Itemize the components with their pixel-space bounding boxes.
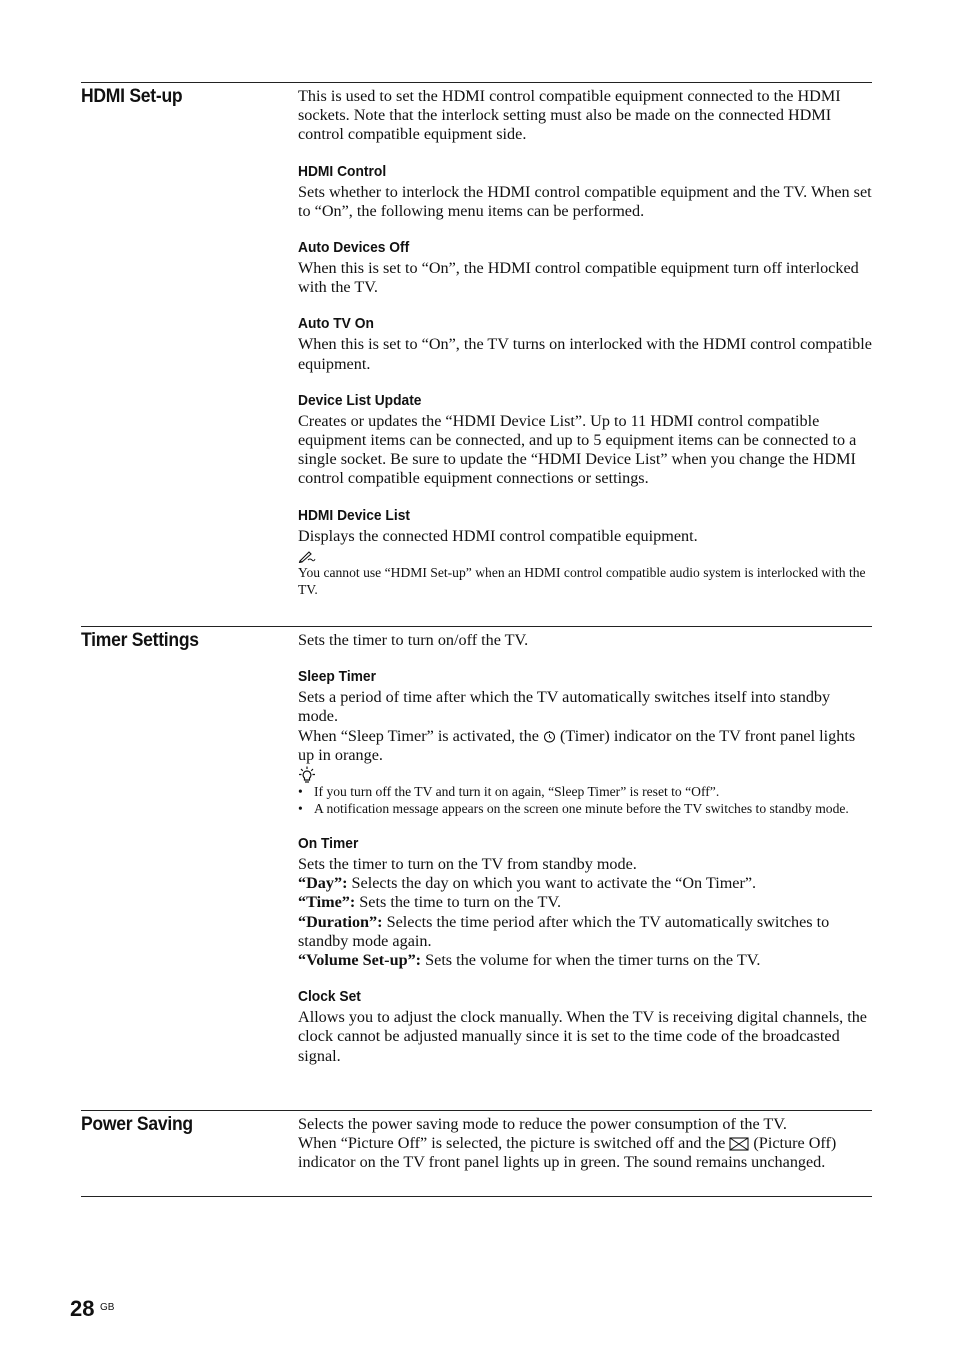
- item-text: Creates or updates the “HDMI Device List”. Up to 11 HDMI control compatible equipment items can be connected, and up to 5 equipment items can be connected to a single socket. Be sure to update the “HDMI Device List” when you change the HDMI control compatible equipment connections or settings.: [298, 411, 857, 488]
- item-heading: Auto TV On: [298, 315, 374, 333]
- hdmi-setup-section: [81, 82, 872, 597]
- option-volume-setup: “Volume Set-up”: Sets the volume for when the timer turns on the TV.: [298, 951, 761, 970]
- item-text: Displays the connected HDMI control compatible equipment.: [298, 526, 698, 545]
- page-language-code: GB: [100, 1302, 115, 1313]
- item-heading: Device List Update: [298, 391, 422, 409]
- picture-off-icon: [729, 1134, 749, 1152]
- section-body: [298, 631, 872, 1066]
- item-heading: HDMI Control: [298, 162, 387, 180]
- timer-icon: [543, 727, 556, 745]
- list-item: • If you turn off the TV and turn it on again, “Sleep Timer” is reset to “Off”.: [298, 784, 720, 800]
- list-item: • A notification message appears on the screen one minute before the TV switches to standby mode.: [298, 801, 849, 817]
- option-day: “Day”: Selects the day on which you want to activate the “On Timer”.: [298, 874, 757, 893]
- power-saving-section: [81, 1110, 872, 1172]
- lightbulb-tip-icon: [298, 765, 316, 783]
- section-title: HDMI Set-up: [81, 85, 183, 107]
- item-text: When “Picture Off” is selected, the picture is switched off and the (Picture Off) indicator on the TV front panel lights up in green. The sound remains unchanged.: [298, 1134, 837, 1172]
- option-duration: “Duration”: Selects the time period after which the TV automatically switches to standby mode again.: [298, 912, 830, 950]
- item-heading: On Timer: [298, 835, 359, 853]
- item-text: Selects the power saving mode to reduce the power consumption of the TV.: [298, 1115, 787, 1133]
- item-heading: Sleep Timer: [298, 668, 376, 686]
- timer-settings-section: [81, 626, 872, 1065]
- option-time: “Time”: Sets the time to turn on the TV.: [298, 893, 562, 912]
- page-number: 28: [70, 1296, 95, 1321]
- intro-text: This is used to set the HDMI control compatible equipment connected to the HDMI sockets. Note that the interlock setting must also be made on the connected HDMI control compatible equipment side.: [298, 87, 841, 144]
- item-text: Sets whether to interlock the HDMI control compatible equipment and the TV. When set to “On”, the following menu items can be performed.: [298, 182, 872, 220]
- item-heading: Clock Set: [298, 988, 361, 1006]
- item-text: When this is set to “On”, the HDMI control compatible equipment turn off interlocked with the TV.: [298, 259, 859, 297]
- item-heading: HDMI Device List: [298, 506, 410, 524]
- section-title: Timer Settings: [81, 629, 199, 651]
- item-text: When “Sleep Timer” is activated, the (Timer) indicator on the TV front panel lights up in orange.: [298, 726, 856, 764]
- note-text: You cannot use “HDMI Set-up” when an HDMI control compatible audio system is interlocked with the TV.: [298, 564, 866, 597]
- pencil-note-icon: [298, 546, 316, 564]
- item-text: When this is set to “On”, the TV turns on interlocked with the HDMI control compatible equipment.: [298, 335, 872, 373]
- item-text: Sets the timer to turn on the TV from standby mode.: [298, 855, 637, 874]
- section-title: Power Saving: [81, 1113, 193, 1135]
- item-text: Sets a period of time after which the TV automatically switches itself into standby mode.: [298, 688, 831, 726]
- intro-text: Sets the timer to turn on/off the TV.: [298, 631, 529, 649]
- item-text: Allows you to adjust the clock manually. When the TV is receiving digital channels, the clock cannot be adjusted manually since it is set to the time code of the broadcasted signal.: [298, 1008, 867, 1065]
- section-body: [298, 1115, 872, 1173]
- section-body: [298, 87, 872, 598]
- item-heading: Auto Devices Off: [298, 239, 410, 257]
- bottom-divider: [81, 1196, 872, 1197]
